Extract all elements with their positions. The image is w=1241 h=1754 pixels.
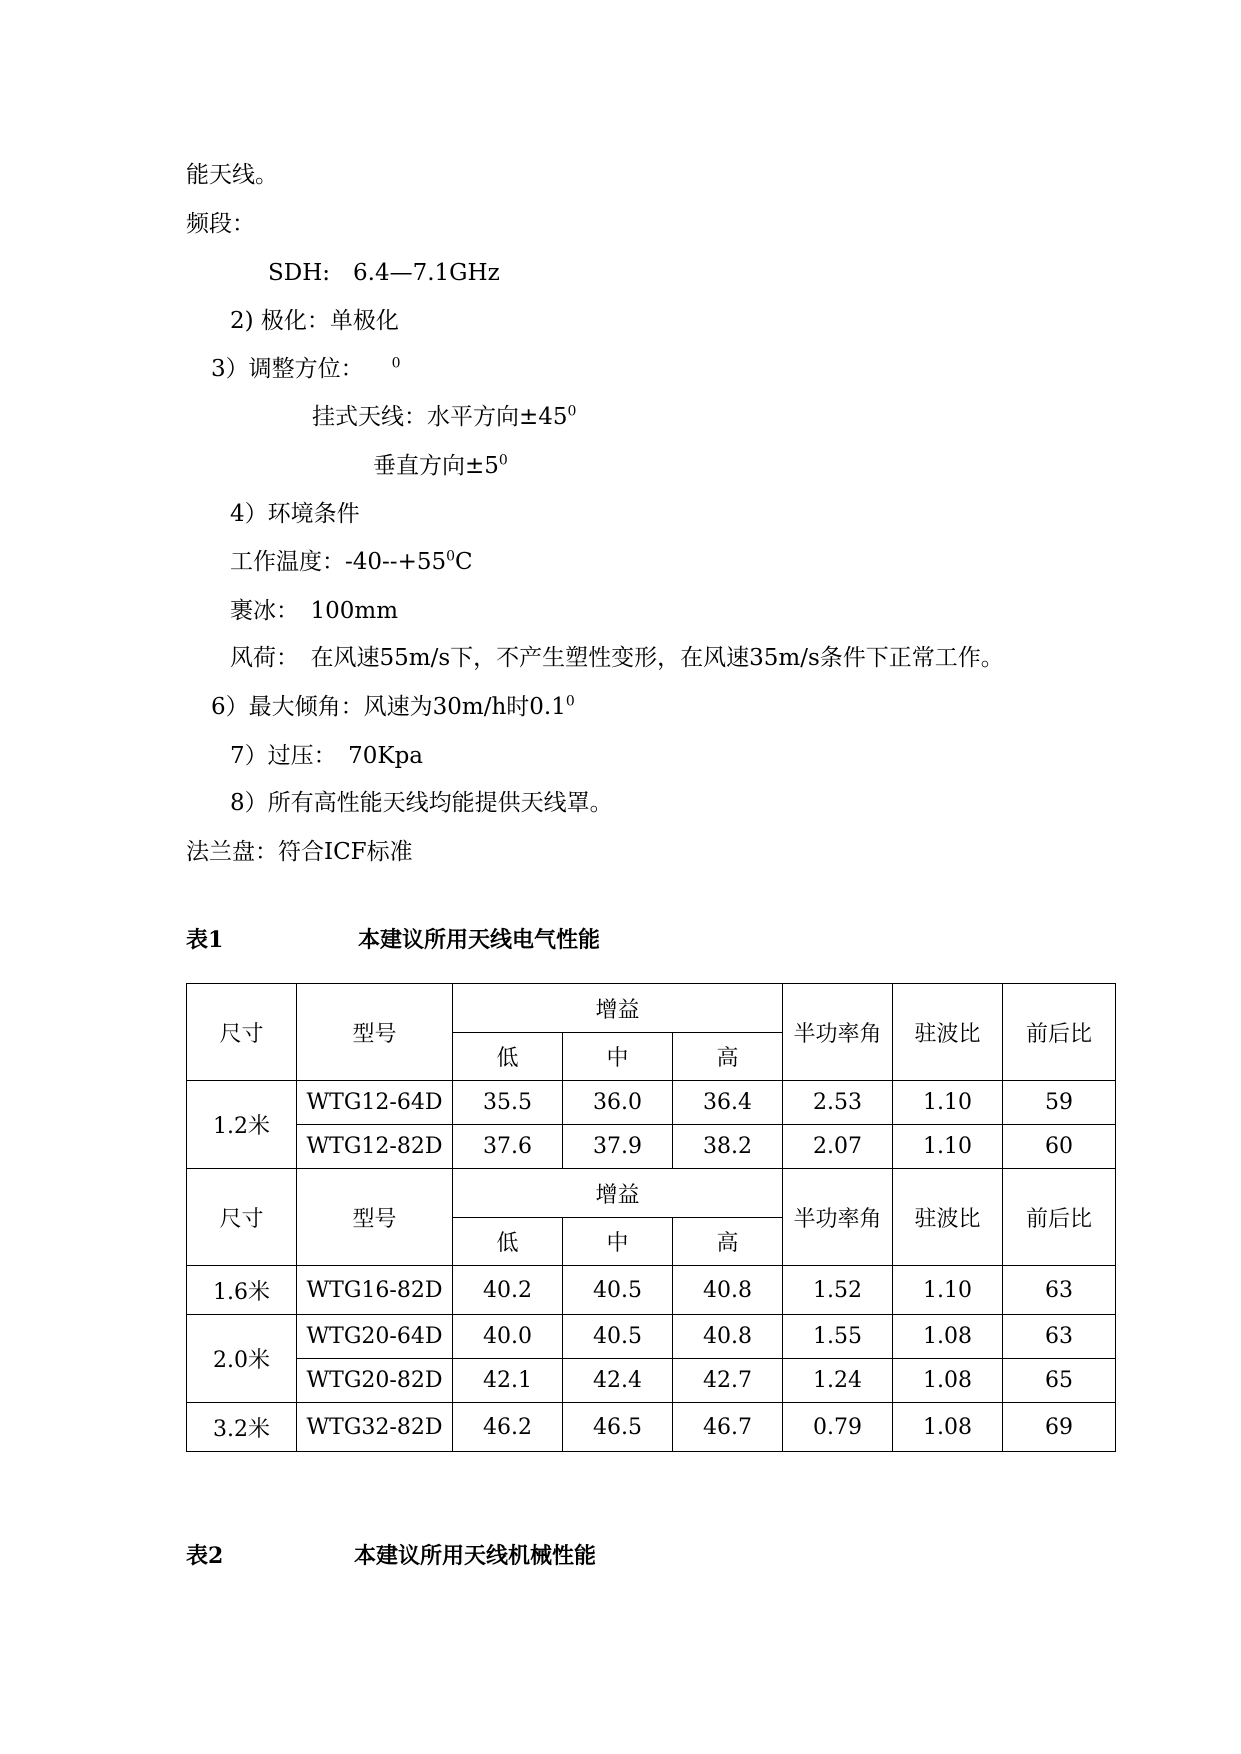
cell-vswr: 1.08 [893, 1315, 1003, 1359]
table2-caption [186, 1541, 597, 1571]
cell-front-back-ratio: 63 [1003, 1266, 1116, 1315]
header-gain: 增益 [453, 1169, 783, 1218]
header-gain-high: 高 [673, 1218, 783, 1266]
body-line-sdh: SDH: 6.4—7.1GHz [268, 260, 500, 286]
header-half-power-angle: 半功率角 [783, 1169, 893, 1266]
table-row [187, 1403, 1116, 1452]
table1-caption [186, 925, 601, 955]
table-row [187, 1315, 1116, 1359]
cell-vswr: 1.08 [893, 1403, 1003, 1452]
table1-label: 表1 [186, 927, 224, 953]
cell-gain-high: 36.4 [673, 1081, 783, 1125]
cell-model: WTG12-64D [297, 1081, 453, 1125]
header-model: 型号 [297, 1169, 453, 1266]
header-size: 尺寸 [187, 1169, 297, 1266]
body-line-hang-vertical: 垂直方向$\pm 5^0$ [373, 452, 508, 479]
cell-half-power-angle: 0.79 [783, 1403, 893, 1452]
body-line-flange: 法兰盘：符合ICF标准 [186, 839, 413, 865]
cell-gain-low: 37.6 [453, 1125, 563, 1169]
table-row [187, 1125, 1116, 1169]
table-row [187, 1081, 1116, 1125]
table-row [187, 1359, 1116, 1403]
header-gain: 增益 [453, 984, 783, 1033]
header-half-power-angle: 半功率角 [783, 984, 893, 1081]
cell-gain-high: 42.7 [673, 1359, 783, 1403]
cell-model: WTG20-64D [297, 1315, 453, 1359]
header-gain-low: 低 [453, 1218, 563, 1266]
body-line-adjust: 3）调整方位： $^0$ [211, 355, 401, 382]
cell-size: 2.0米 [187, 1315, 297, 1403]
cell-gain-mid: 42.4 [563, 1359, 673, 1403]
cell-size: 1.2米 [187, 1081, 297, 1169]
body-line-antenna: 能天线。 [186, 162, 278, 188]
cell-vswr: 1.10 [893, 1081, 1003, 1125]
header-gain-mid: 中 [563, 1033, 673, 1081]
cell-gain-mid: 46.5 [563, 1403, 673, 1452]
cell-gain-mid: 40.5 [563, 1315, 673, 1359]
body-line-tilt: 6）最大倾角：风速为30m/h时$0.1^0$ [211, 693, 575, 720]
header-front-back-ratio: 前后比 [1003, 984, 1116, 1081]
degree-superscript: 0 [446, 548, 456, 565]
cell-gain-mid: 37.9 [563, 1125, 673, 1169]
degree-superscript: 0 [498, 452, 508, 469]
body-line-band: 频段： [186, 211, 255, 237]
cell-vswr: 1.08 [893, 1359, 1003, 1403]
body-line-radome: 8）所有高性能天线均能提供天线罩。 [230, 790, 613, 816]
body-line-overpressure: 7）过压： 70Kpa [230, 743, 424, 769]
header-model: 型号 [297, 984, 453, 1081]
cell-model: WTG32-82D [297, 1403, 453, 1452]
cell-gain-high: 38.2 [673, 1125, 783, 1169]
cell-gain-low: 40.2 [453, 1266, 563, 1315]
cell-front-back-ratio: 63 [1003, 1315, 1116, 1359]
cell-vswr: 1.10 [893, 1125, 1003, 1169]
cell-front-back-ratio: 69 [1003, 1403, 1116, 1452]
cell-vswr: 1.10 [893, 1266, 1003, 1315]
cell-gain-low: 35.5 [453, 1081, 563, 1125]
body-line-hang-horizontal: 挂式天线：水平方向$\pm 45^0$ [312, 403, 577, 430]
cell-gain-high: 46.7 [673, 1403, 783, 1452]
table2-label: 表2 [186, 1543, 224, 1569]
header-row-repeat [187, 1169, 1116, 1218]
cell-front-back-ratio: 60 [1003, 1125, 1116, 1169]
header-gain-high: 高 [673, 1033, 783, 1081]
cell-half-power-angle: 1.24 [783, 1359, 893, 1403]
cell-gain-high: 40.8 [673, 1266, 783, 1315]
cell-gain-low: 42.1 [453, 1359, 563, 1403]
table2-title: 本建议所用天线机械性能 [354, 1543, 597, 1569]
cell-half-power-angle: 2.53 [783, 1081, 893, 1125]
cell-half-power-angle: 1.52 [783, 1266, 893, 1315]
body-line-polarization: 2) 极化：单极化 [230, 308, 399, 334]
degree-superscript: 0 [565, 693, 575, 710]
header-front-back-ratio: 前后比 [1003, 1169, 1116, 1266]
header-size: 尺寸 [187, 984, 297, 1081]
degree-superscript: 0 [567, 403, 577, 420]
body-line-environment: 4）环境条件 [230, 501, 360, 527]
cell-size: 1.6米 [187, 1266, 297, 1315]
cell-half-power-angle: 1.55 [783, 1315, 893, 1359]
cell-model: WTG20-82D [297, 1359, 453, 1403]
cell-size: 3.2米 [187, 1403, 297, 1452]
header-gain-low: 低 [453, 1033, 563, 1081]
header-gain-mid: 中 [563, 1218, 673, 1266]
degree-superscript: 0 [391, 355, 401, 372]
header-row [187, 984, 1116, 1033]
cell-model: WTG12-82D [297, 1125, 453, 1169]
cell-half-power-angle: 2.07 [783, 1125, 893, 1169]
cell-gain-mid: 40.5 [563, 1266, 673, 1315]
cell-gain-low: 40.0 [453, 1315, 563, 1359]
cell-gain-high: 40.8 [673, 1315, 783, 1359]
table-row [187, 1266, 1116, 1315]
antenna-electrical-table [186, 983, 1116, 1452]
cell-model: WTG16-82D [297, 1266, 453, 1315]
cell-front-back-ratio: 59 [1003, 1081, 1116, 1125]
header-vswr: 驻波比 [893, 984, 1003, 1081]
body-line-ice: 裹冰： 100mm [230, 598, 399, 624]
cell-front-back-ratio: 65 [1003, 1359, 1116, 1403]
cell-gain-mid: 36.0 [563, 1081, 673, 1125]
table1-title: 本建议所用天线电气性能 [358, 927, 601, 953]
body-line-wind: 风荷： 在风速55m/s下，不产生塑性变形，在风速35m/s条件下正常工作。 [230, 645, 1004, 671]
header-vswr: 驻波比 [893, 1169, 1003, 1266]
body-line-temperature: 工作温度：$-40--+55^0C$ [230, 548, 473, 575]
cell-gain-low: 46.2 [453, 1403, 563, 1452]
